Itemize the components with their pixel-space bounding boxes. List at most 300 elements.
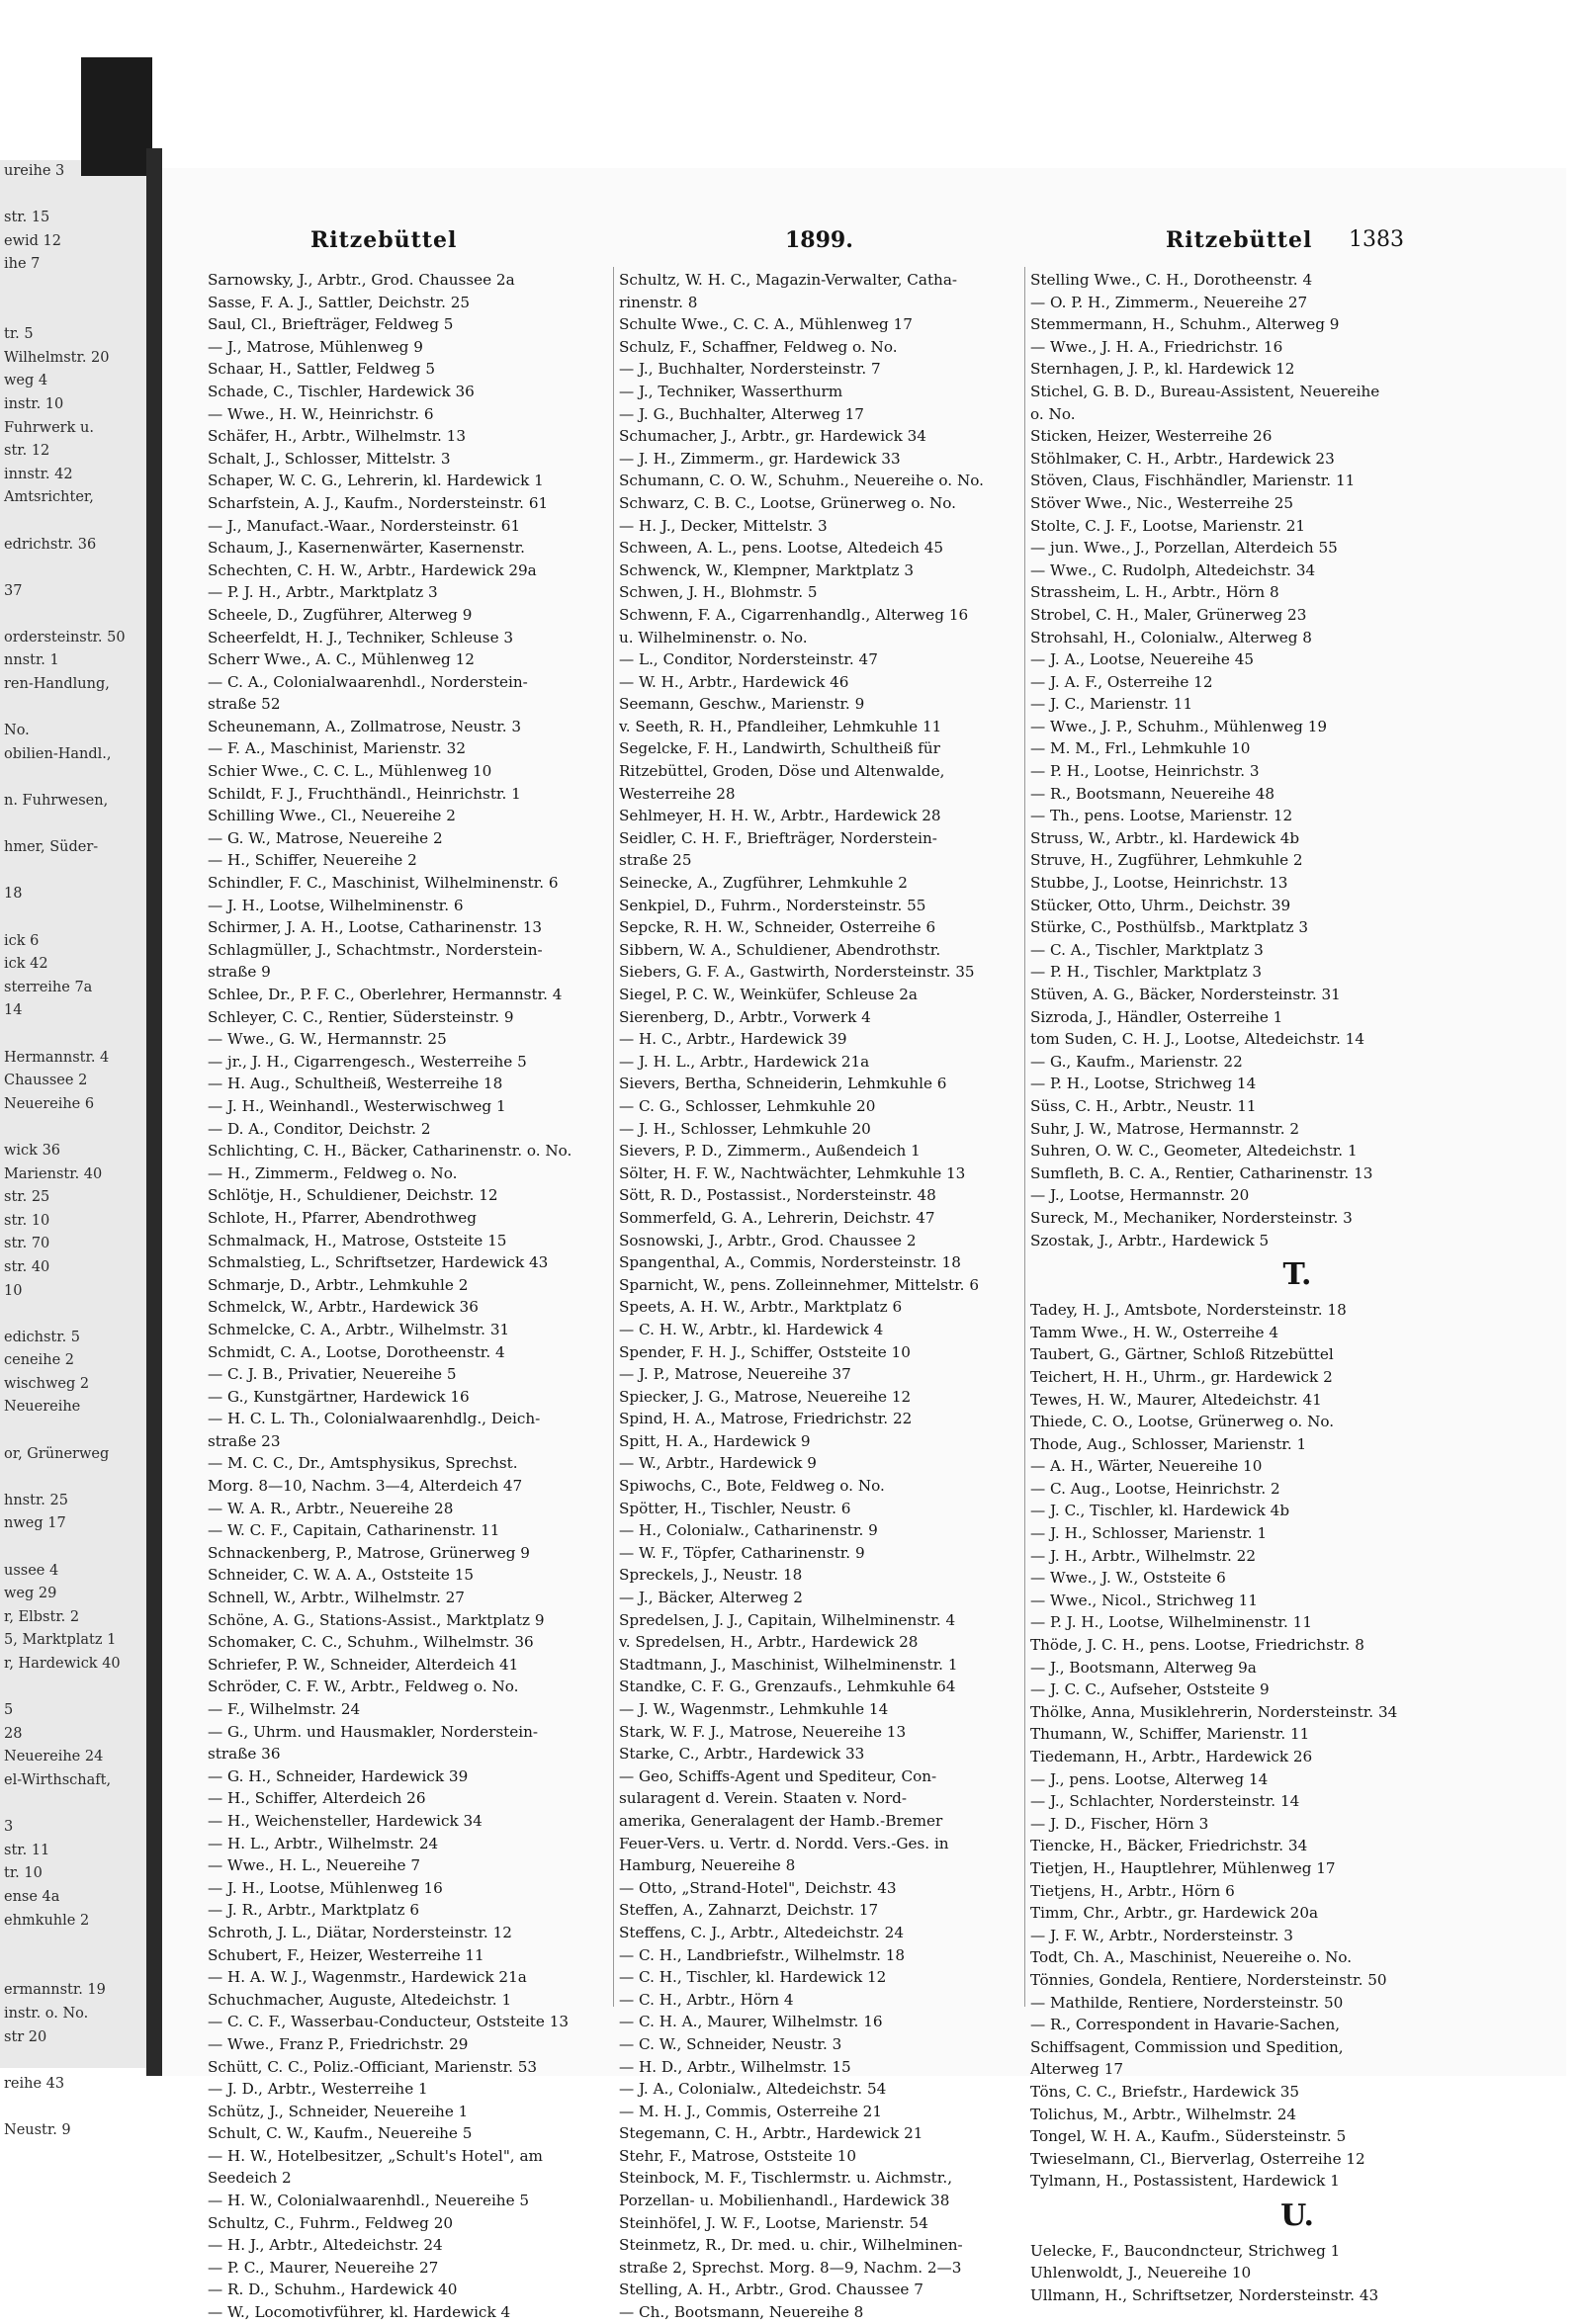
- directory-entry: Schumacher, J., Arbtr., gr. Hardewick 34: [619, 427, 926, 446]
- directory-entry: — J. P., Matrose, Neuereihe 37: [619, 1365, 851, 1384]
- running-title-right: Ritzebüttel: [1166, 227, 1313, 253]
- directory-entry: Sölter, H. F. W., Nachtwächter, Lehmkuhle 13: [619, 1163, 966, 1182]
- directory-entry: Stürke, C., Posthülfsb., Marktplatz 3: [1030, 918, 1309, 937]
- directory-entry: — J. D., Fischer, Hörn 3: [1030, 1814, 1209, 1833]
- directory-entry: Sasse, F. A. J., Sattler, Deichstr. 25: [208, 293, 471, 311]
- left-page-fragment: [0, 557, 146, 580]
- directory-entry: Schade, C., Tischler, Hardewick 36: [208, 382, 475, 400]
- directory-entry: Sosnowski, J., Arbtr., Grod. Chaussee 2: [619, 1231, 917, 1249]
- left-page-fragment: r, Hardewick 40: [4, 1656, 121, 1672]
- directory-entry: Thode, Aug., Schlosser, Marienstr. 1: [1030, 1434, 1307, 1453]
- directory-entry: Sumfleth, B. C. A., Rentier, Catharinenstr. 13: [1030, 1163, 1373, 1182]
- directory-entry: Spitt, H. A., Hardewick 9: [619, 1431, 811, 1450]
- left-page-fragment: [0, 1956, 146, 1980]
- directory-entry: — C. W., Schneider, Neustr. 3: [619, 2034, 842, 2053]
- directory-entry: — H. C., Arbtr., Hardewick 39: [619, 1030, 847, 1049]
- directory-page: [162, 168, 1566, 2322]
- directory-entry: — C. H. W., Arbtr., kl. Hardewick 4: [619, 1320, 884, 1338]
- directory-entry: Sievers, Bertha, Schneiderin, Lehmkuhle 6: [619, 1075, 947, 1093]
- directory-entry: straße 2, Sprechst. Morg. 8—9, Nachm. 2—3: [619, 2258, 962, 2277]
- left-page-fragment: Fuhrwerk u.: [4, 419, 94, 436]
- directory-entry: — P. J. H., Lootse, Wilhelminenstr. 11: [1030, 1613, 1312, 1632]
- directory-entry: — C. H., Landbriefstr., Wilhelmstr. 18: [619, 1945, 906, 1964]
- left-page-fragment: el-Wirthschaft,: [4, 1771, 112, 1788]
- directory-entry: — H. W., Colonialwaarenhdl., Neuereihe 5: [208, 2192, 530, 2210]
- directory-entry: Spind, H. A., Matrose, Friedrichstr. 22: [619, 1410, 913, 1428]
- directory-entry: — J., Manufact.-Waar., Nordersteinstr. 61: [208, 516, 521, 535]
- directory-entry: — Wwe., J. H. A., Friedrichstr. 16: [1030, 337, 1283, 356]
- directory-entry: Feuer-Vers. u. Vertr. d. Nordd. Vers.-Ges. in: [619, 1834, 949, 1852]
- directory-entry: — Th., pens. Lootse, Marienstr. 12: [1030, 807, 1293, 825]
- directory-entry: — H. D., Arbtr., Wilhelmstr. 15: [619, 2057, 851, 2076]
- directory-entry: Schäfer, H., Arbtr., Wilhelmstr. 13: [208, 427, 467, 446]
- left-page-fragment: nnstr. 1: [4, 652, 59, 669]
- directory-entry: — J. H., Zimmerm., gr. Hardewick 33: [619, 449, 901, 468]
- directory-entry: Tamm Wwe., H. W., Osterreihe 4: [1030, 1323, 1279, 1341]
- directory-entry: — J. H., Schlosser, Lehmkuhle 20: [619, 1119, 871, 1138]
- directory-entry: Schumann, C. O. W., Schuhm., Neuereihe o. No.: [619, 472, 984, 490]
- directory-entry: — J. C. C., Aufseher, Oststeite 9: [1030, 1680, 1270, 1699]
- left-page-fragment: [0, 766, 146, 790]
- directory-entry: Sparnicht, W., pens. Zolleinnehmer, Mittelstr. 6: [619, 1275, 979, 1294]
- directory-entry: Stelling, A. H., Arbtr., Grod. Chaussee 7: [619, 2281, 923, 2299]
- directory-column-3: [1030, 269, 1564, 2305]
- book-gutter: [146, 148, 162, 2076]
- directory-entry: Schnell, W., Arbtr., Wilhelmstr. 27: [208, 1589, 465, 1607]
- directory-entry: — jun. Wwe., J., Porzellan, Alterdeich 55: [1030, 539, 1338, 558]
- directory-entry: — H., Zimmerm., Feldweg o. No.: [208, 1163, 458, 1182]
- left-page-fragment: edichstr. 5: [4, 1329, 81, 1345]
- directory-entry: rinenstr. 8: [619, 293, 698, 311]
- directory-entry: v. Seeth, R. H., Pfandleiher, Lehmkuhle 11: [619, 717, 942, 735]
- left-page-fragment: innstr. 42: [4, 466, 73, 482]
- directory-entry: — M. M., Frl., Lehmkuhle 10: [1030, 739, 1251, 758]
- directory-entry: Schult, C. W., Kaufm., Neuereihe 5: [208, 2124, 473, 2143]
- left-page-fragment: weg 29: [4, 1586, 57, 1602]
- directory-entry: — R. D., Schuhm., Hardewick 40: [208, 2281, 458, 2299]
- directory-entry: Schomaker, C. C., Schuhm., Wilhelmstr. 36: [208, 1633, 534, 1652]
- directory-entry: Schirmer, J. A. H., Lootse, Catharinenstr. 13: [208, 918, 543, 937]
- directory-entry: Schöne, A. G., Stations-Assist., Marktplatz 9: [208, 1610, 545, 1629]
- directory-entry: — J. F. W., Arbtr., Nordersteinstr. 3: [1030, 1926, 1293, 1944]
- directory-entry: — G., Uhrm. und Hausmakler, Norderstein-: [208, 1722, 539, 1741]
- directory-entry: — L., Conditor, Nordersteinstr. 47: [619, 650, 878, 669]
- directory-entry: o. No.: [1030, 404, 1076, 423]
- left-page-fragment: ordersteinstr. 50: [4, 629, 126, 646]
- directory-entry: — H. A. W. J., Wagenmstr., Hardewick 21a: [208, 1968, 527, 1987]
- directory-entry: Schultz, W. H. C., Magazin-Verwalter, Catha-: [619, 271, 958, 289]
- directory-entry: Seidler, C. H. F., Briefträger, Norderstein-: [619, 828, 937, 847]
- directory-entry: Uhlenwoldt, J., Neuereihe 10: [1030, 2264, 1252, 2282]
- directory-entry: — Geo, Schiffs-Agent und Spediteur, Con-: [619, 1766, 937, 1785]
- directory-entry: — H. J., Decker, Mittelstr. 3: [619, 516, 828, 535]
- left-page-fragment: ihe 7: [4, 256, 41, 273]
- directory-entry: Szostak, J., Arbtr., Hardewick 5: [1030, 1231, 1270, 1249]
- directory-entry: Stemmermann, H., Schuhm., Alterweg 9: [1030, 315, 1340, 334]
- left-page-fragment: Hermannstr. 4: [4, 1049, 110, 1066]
- directory-entry: Spreckels, J., Neustr. 18: [619, 1566, 803, 1585]
- left-page-fragment: [0, 697, 146, 721]
- directory-entry: — J. H., Schlosser, Marienstr. 1: [1030, 1524, 1268, 1543]
- directory-entry: Tolichus, M., Arbtr., Wilhelmstr. 24: [1030, 2105, 1297, 2123]
- left-page-fragment: ermannstr. 19: [4, 1982, 106, 1999]
- directory-entry: Schriefer, P. W., Schneider, Alterdeich 41: [208, 1655, 519, 1674]
- directory-entry: — J., Lootse, Hermannstr. 20: [1030, 1186, 1250, 1205]
- directory-entry: Sizroda, J., Händler, Osterreihe 1: [1030, 1007, 1283, 1026]
- directory-entry: Töns, C. C., Briefstr., Hardewick 35: [1030, 2082, 1300, 2101]
- left-page-fragment: str. 12: [4, 443, 50, 460]
- directory-entry: Struve, H., Zugführer, Lehmkuhle 2: [1030, 851, 1303, 870]
- directory-entry: — Wwe., C. Rudolph, Altedeichstr. 34: [1030, 560, 1316, 579]
- directory-entry: Tiedemann, H., Arbtr., Hardewick 26: [1030, 1748, 1313, 1765]
- directory-entry: — J. A., Colonialw., Altedeichstr. 54: [619, 2080, 887, 2099]
- left-page-fragment: 3: [4, 1819, 14, 1836]
- page-number: 1383: [1349, 227, 1404, 252]
- left-page-fragment: hmer, Süder-: [4, 839, 99, 856]
- directory-entry: Schubert, F., Heizer, Westerreihe 11: [208, 1945, 484, 1964]
- book-binding-shadow: [81, 57, 152, 176]
- left-page-fragment: Marienstr. 40: [4, 1165, 103, 1182]
- directory-entry: Schalt, J., Schlosser, Mittelstr. 3: [208, 449, 451, 468]
- left-page-fragment: ureihe 3: [4, 163, 65, 179]
- directory-entry: — H., Weichensteller, Hardewick 34: [208, 1811, 483, 1830]
- directory-entry: — J. A. F., Osterreihe 12: [1030, 672, 1213, 691]
- directory-entry: Schaum, J., Kasernenwärter, Kasernenstr.: [208, 539, 525, 558]
- directory-entry: Tönnies, Gondela, Rentiere, Nordersteinstr. 50: [1030, 1970, 1387, 1989]
- directory-entry: Schlötje, H., Schuldiener, Deichstr. 12: [208, 1186, 498, 1205]
- directory-entry: Schlee, Dr., P. F. C., Oberlehrer, Hermannstr. 4: [208, 986, 563, 1003]
- left-page-edge: [0, 160, 146, 2138]
- directory-entry: Uelecke, F., Baucondncteur, Strichweg 1: [1030, 2241, 1341, 2260]
- directory-entry: Siegel, P. C. W., Weinküfer, Schleuse 2a: [619, 986, 918, 1003]
- directory-entry: Schilling Wwe., Cl., Neuereihe 2: [208, 807, 456, 825]
- directory-entry: Süss, C. H., Arbtr., Neustr. 11: [1030, 1096, 1257, 1115]
- directory-entry: — G., Kaufm., Marienstr. 22: [1030, 1052, 1243, 1071]
- directory-entry: Schmalstieg, L., Schriftsetzer, Hardewick 43: [208, 1253, 549, 1272]
- directory-entry: — F., Wilhelmstr. 24: [208, 1700, 361, 1718]
- directory-entry: — jr., J. H., Cigarrengesch., Westerreihe 5: [208, 1052, 527, 1071]
- directory-entry: — Wwe., J. W., Oststeite 6: [1030, 1569, 1226, 1588]
- directory-entry: Schulte Wwe., C. C. A., Mühlenweg 17: [619, 315, 913, 334]
- directory-entry: Schlagmüller, J., Schachtmstr., Norderstein-: [208, 940, 543, 959]
- left-page-fragment: obilien-Handl.,: [4, 745, 112, 762]
- directory-entry: Stöven, Claus, Fischhändler, Marienstr. 11: [1030, 472, 1356, 490]
- directory-entry: Schulz, F., Schaffner, Feldweg o. No.: [619, 337, 898, 356]
- directory-entry: Morg. 8—10, Nachm. 3—4, Alterdeich 47: [208, 1477, 523, 1496]
- left-page-fragment: instr. 10: [4, 395, 64, 412]
- directory-entry: Scheunemann, A., Zollmatrose, Neustr. 3: [208, 717, 522, 735]
- directory-entry: Scheele, D., Zugführer, Alterweg 9: [208, 605, 473, 624]
- left-page-fragment: Neuereihe 24: [4, 1749, 104, 1765]
- directory-entry: Spötter, H., Tischler, Neustr. 6: [619, 1499, 851, 1517]
- directory-entry: — H. C. L. Th., Colonialwaarenhdlg., Deich-: [208, 1410, 541, 1428]
- directory-entry: Sommerfeld, G. A., Lehrerin, Deichstr. 47: [619, 1208, 935, 1227]
- directory-entry: Seinecke, A., Zugführer, Lehmkuhle 2: [619, 874, 908, 893]
- directory-entry: — Wwe., J. P., Schuhm., Mühlenweg 19: [1030, 717, 1328, 735]
- directory-entry: Speets, A. H. W., Arbtr., Marktplatz 6: [619, 1298, 903, 1317]
- directory-entry: Timm, Chr., Arbtr., gr. Hardewick 20a: [1030, 1904, 1319, 1923]
- left-page-fragment: instr. o. No.: [4, 2005, 89, 2022]
- directory-entry: — H., Colonialw., Catharinenstr. 9: [619, 1521, 878, 1540]
- directory-entry: Porzellan- u. Mobilienhandl., Hardewick 38: [619, 2192, 950, 2210]
- directory-entry: Tongel, W. H. A., Kaufm., Südersteinstr. 5: [1030, 2127, 1347, 2146]
- left-page-fragment: wick 36: [4, 1142, 61, 1159]
- directory-entry: — Wwe., H. W., Heinrichstr. 6: [208, 404, 434, 423]
- directory-entry: Spiwochs, C., Bote, Feldweg o. No.: [619, 1477, 885, 1496]
- directory-entry: Steffens, C. J., Arbtr., Altedeichstr. 24: [619, 1923, 904, 1941]
- left-page-fragment: [0, 603, 146, 627]
- directory-entry: — P. H., Lootse, Heinrichstr. 3: [1030, 762, 1260, 781]
- left-page-fragment: 5: [4, 1702, 14, 1719]
- directory-entry: Starke, C., Arbtr., Hardewick 33: [619, 1745, 865, 1764]
- left-page-fragment: [0, 1536, 146, 1560]
- directory-entry: Segelcke, F. H., Landwirth, Schultheiß für: [619, 739, 940, 758]
- left-page-fragment: n. Fuhrwesen,: [4, 793, 109, 810]
- directory-entry: Strassheim, L. H., Arbtr., Hörn 8: [1030, 583, 1279, 602]
- left-page-fragment: ussee 4: [4, 1562, 59, 1579]
- directory-entry: — J., Schlachter, Nordersteinstr. 14: [1030, 1792, 1300, 1811]
- left-page-fragment: [0, 1466, 146, 1490]
- left-page-fragment: [0, 1303, 146, 1327]
- directory-entry: Sierenberg, D., Arbtr., Vorwerk 4: [619, 1007, 871, 1026]
- directory-entry: Tiencke, H., Bäcker, Friedrichstr. 34: [1030, 1837, 1308, 1855]
- left-page-fragment: [0, 906, 146, 930]
- directory-entry: — J. W., Wagenmstr., Lehmkuhle 14: [619, 1700, 889, 1718]
- directory-entry: — C. A., Tischler, Marktplatz 3: [1030, 940, 1264, 959]
- left-page-fragment: Chaussee 2: [4, 1073, 88, 1089]
- directory-entry: Spiecker, J. G., Matrose, Neuereihe 12: [619, 1387, 912, 1406]
- directory-column-1: [208, 269, 633, 2322]
- directory-entry: Suhr, J. W., Matrose, Hermannstr. 2: [1030, 1119, 1300, 1138]
- directory-entry: straße 25: [619, 851, 692, 870]
- left-page-fragment: 18: [4, 886, 23, 903]
- directory-entry: Schween, A. L., pens. Lootse, Altedeich 45: [619, 539, 944, 558]
- directory-entry: — P. H., Lootse, Strichweg 14: [1030, 1075, 1257, 1093]
- left-page-fragment: [0, 301, 146, 324]
- directory-entry: — F. A., Maschinist, Marienstr. 32: [208, 739, 466, 758]
- directory-entry: — C. C. F., Wasserbau-Conducteur, Oststeite 13: [208, 2013, 570, 2031]
- directory-entry: Sarnowsky, J., Arbtr., Grod. Chaussee 2a: [208, 271, 515, 289]
- left-page-fragment: weg 4: [4, 373, 48, 389]
- directory-entry: sularagent d. Verein. Staaten v. Nord-: [619, 1789, 907, 1808]
- directory-entry: — C. A., Colonialwaarenhdl., Norderstein-: [208, 672, 528, 691]
- directory-entry: Taubert, G., Gärtner, Schloß Ritzebüttel: [1030, 1345, 1334, 1364]
- left-page-fragment: Neuereihe: [4, 1399, 81, 1416]
- directory-entry: Sureck, M., Mechaniker, Nordersteinstr. 3: [1030, 1208, 1353, 1227]
- left-page-fragment: [0, 1933, 146, 1956]
- directory-entry: Standke, C. F. G., Grenzaufs., Lehmkuhle 64: [619, 1678, 956, 1696]
- directory-entry: Thöde, J. C. H., pens. Lootse, Friedrichstr. 8: [1030, 1636, 1364, 1655]
- directory-entry: Tadey, H. J., Amtsbote, Nordersteinstr. 18: [1030, 1301, 1347, 1320]
- directory-entry: — A. H., Wärter, Neuereihe 10: [1030, 1457, 1263, 1476]
- directory-entry: Stolte, C. J. F., Lootse, Marienstr. 21: [1030, 516, 1306, 535]
- directory-entry: Todt, Ch. A., Maschinist, Neuereihe o. No.: [1030, 1948, 1353, 1967]
- directory-entry: Schuchmacher, Auguste, Altedeichstr. 1: [208, 1990, 512, 2009]
- directory-entry: Sticken, Heizer, Westerreihe 26: [1030, 427, 1273, 446]
- directory-entry: Schmalmack, H., Matrose, Oststeite 15: [208, 1231, 507, 1249]
- directory-entry: Schmelck, W., Arbtr., Hardewick 36: [208, 1298, 479, 1317]
- directory-entry: — J. C., Tischler, kl. Hardewick 4b: [1030, 1502, 1290, 1520]
- left-page-fragment: Neustr. 9: [4, 2121, 71, 2138]
- directory-entry: — Wwe., G. W., Hermannstr. 25: [208, 1030, 447, 1049]
- directory-entry: Stöhlmaker, C. H., Arbtr., Hardewick 23: [1030, 449, 1335, 468]
- directory-entry: Stegemann, C. H., Arbtr., Hardewick 21: [619, 2124, 923, 2143]
- left-page-fragment: [0, 2049, 146, 2073]
- directory-entry: Tewes, H. W., Maurer, Altedeichstr. 41: [1030, 1390, 1322, 1409]
- directory-entry: — H., Schiffer, Neuereihe 2: [208, 851, 417, 870]
- directory-entry: Tylmann, H., Postassistent, Hardewick 1: [1030, 2172, 1340, 2191]
- directory-entry: Strobel, C. H., Maler, Grünerweg 23: [1030, 605, 1307, 624]
- directory-entry: Scheerfeldt, H. J., Techniker, Schleuse 3: [208, 628, 514, 646]
- directory-entry: — C. H., Tischler, kl. Hardewick 12: [619, 1968, 887, 1987]
- directory-entry: Strohsahl, H., Colonialw., Alterweg 8: [1030, 628, 1312, 646]
- left-page-fragment: str. 11: [4, 1842, 50, 1858]
- directory-entry: — J., Bäcker, Alterweg 2: [619, 1589, 803, 1607]
- directory-entry: Schaper, W. C. G., Lehrerin, kl. Hardewick 1: [208, 472, 544, 490]
- directory-entry: — W. C. F., Capitain, Catharinenstr. 11: [208, 1521, 500, 1540]
- directory-entry: — J., Bootsmann, Alterweg 9a: [1030, 1658, 1257, 1677]
- left-page-fragment: tr. 10: [4, 1865, 43, 1882]
- directory-entry: — R., Bootsmann, Neuereihe 48: [1030, 784, 1275, 803]
- directory-entry: — H., Schiffer, Alterdeich 26: [208, 1789, 426, 1808]
- left-page-fragment: 10: [4, 1282, 23, 1299]
- directory-entry: Schwenck, W., Klempner, Marktplatz 3: [619, 560, 914, 579]
- directory-entry: — J. R., Arbtr., Marktplatz 6: [208, 1901, 420, 1920]
- directory-entry: — C. J. B., Privatier, Neuereihe 5: [208, 1365, 457, 1384]
- directory-entry: Schildt, F. J., Fruchthändl., Heinrichstr. 1: [208, 784, 521, 803]
- directory-entry: Struss, W., Arbtr., kl. Hardewick 4b: [1030, 828, 1300, 847]
- directory-entry: — M. H. J., Commis, Osterreihe 21: [619, 2102, 883, 2120]
- directory-entry: — J. H., Weinhandl., Westerwischweg 1: [208, 1096, 506, 1115]
- directory-entry: Schier Wwe., C. C. L., Mühlenweg 10: [208, 762, 492, 781]
- directory-entry: — H. W., Hotelbesitzer, „Schult's Hotel", am: [208, 2146, 543, 2165]
- directory-entry: Schroth, J. L., Diätar, Nordersteinstr. 12: [208, 1923, 512, 1941]
- left-page-fragment: or, Grünerweg: [4, 1445, 110, 1462]
- directory-entry: Teichert, H. H., Uhrm., gr. Hardewick 2: [1030, 1367, 1333, 1386]
- directory-entry: — Ch., Bootsmann, Neuereihe 8: [619, 2303, 864, 2322]
- directory-entry: — C. Aug., Lootse, Heinrichstr. 2: [1030, 1479, 1280, 1498]
- directory-entry: Steinhöfel, J. W. F., Lootse, Marienstr. 54: [619, 2213, 928, 2232]
- directory-entry: Schultz, C., Fuhrm., Feldweg 20: [208, 2213, 454, 2232]
- left-page-fragment: [0, 1023, 146, 1047]
- year-heading: 1899.: [785, 227, 853, 253]
- left-page-fragment: r, Elbstr. 2: [4, 1608, 80, 1625]
- directory-entry: — J., Matrose, Mühlenweg 9: [208, 337, 423, 356]
- directory-entry: Steinmetz, R., Dr. med. u. chir., Wilhelminen-: [619, 2236, 963, 2255]
- directory-entry: Schneider, C. W. A. A., Oststeite 15: [208, 1566, 475, 1585]
- directory-entry: Sievers, P. D., Zimmerm., Außendeich 1: [619, 1142, 921, 1161]
- directory-entry: Stücker, Otto, Uhrm., Deichstr. 39: [1030, 896, 1291, 914]
- left-page-fragment: reihe 43: [4, 2075, 65, 2092]
- left-page-fragment: 28: [4, 1725, 23, 1742]
- directory-entry: — W. H., Arbtr., Hardewick 46: [619, 672, 849, 691]
- directory-entry: Saul, Cl., Briefträger, Feldweg 5: [208, 315, 454, 334]
- directory-entry: Schechten, C. H. W., Arbtr., Hardewick 29a: [208, 560, 537, 579]
- directory-entry: Seedeich 2: [208, 2169, 292, 2188]
- directory-entry: — J. D., Arbtr., Westerreihe 1: [208, 2080, 428, 2099]
- page-header: [162, 227, 1566, 267]
- left-page-fragment: [0, 1677, 146, 1700]
- directory-entry: Sepcke, R. H. W., Schneider, Osterreihe 6: [619, 918, 936, 937]
- directory-entry: — Wwe., H. L., Neuereihe 7: [208, 1856, 420, 1875]
- directory-entry: Spangenthal, A., Commis, Nordersteinstr. 18: [619, 1253, 961, 1272]
- directory-entry: — J. H. L., Arbtr., Hardewick 21a: [619, 1052, 870, 1071]
- directory-entry: Steffen, A., Zahnarzt, Deichstr. 17: [619, 1901, 879, 1920]
- left-page-fragment: ense 4a: [4, 1888, 60, 1905]
- directory-entry: straße 9: [208, 963, 271, 982]
- directory-entry: Tietjens, H., Arbtr., Hörn 6: [1030, 1881, 1235, 1900]
- directory-entry: Stichel, G. B. D., Bureau-Assistent, Neuereihe: [1030, 382, 1380, 400]
- left-page-fragment: 37: [4, 582, 23, 599]
- directory-entry: — J. H., Lootse, Wilhelminenstr. 6: [208, 896, 464, 914]
- directory-entry: — O. P. H., Zimmerm., Neuereihe 27: [1030, 293, 1308, 311]
- directory-entry: Scharfstein, A. J., Kaufm., Nordersteinstr. 61: [208, 493, 549, 512]
- directory-entry: v. Spredelsen, H., Arbtr., Hardewick 28: [619, 1633, 919, 1652]
- left-page-fragment: str. 40: [4, 1258, 50, 1275]
- directory-entry: tom Suden, C. H. J., Lootse, Altedeichstr. 14: [1030, 1030, 1364, 1049]
- directory-entry: — Wwe., Franz P., Friedrichstr. 29: [208, 2034, 469, 2053]
- directory-entry: Suhren, O. W. C., Geometer, Altedeichstr. 1: [1030, 1142, 1358, 1161]
- directory-entry: — W. F., Töpfer, Catharinenstr. 9: [619, 1543, 865, 1562]
- left-page-fragment: nweg 17: [4, 1515, 66, 1532]
- left-page-fragment: [0, 2096, 146, 2119]
- directory-entry: Hamburg, Neuereihe 8: [619, 1856, 796, 1875]
- directory-entry: Sternhagen, J. P., kl. Hardewick 12: [1030, 360, 1295, 379]
- directory-entry: Thumann, W., Schiffer, Marienstr. 11: [1030, 1725, 1310, 1744]
- directory-entry: Schröder, C. F. W., Arbtr., Feldweg o. No.: [208, 1678, 519, 1696]
- directory-entry: Spredelsen, J. J., Capitain, Wilhelminenstr. 4: [619, 1610, 956, 1629]
- directory-entry: Seemann, Geschw., Marienstr. 9: [619, 695, 865, 714]
- directory-entry: Stöver Wwe., Nic., Westerreihe 25: [1030, 493, 1294, 512]
- left-page-fragment: wischweg 2: [4, 1375, 90, 1392]
- left-page-fragment: hnstr. 25: [4, 1492, 68, 1508]
- left-page-fragment: ren-Handlung,: [4, 676, 110, 693]
- left-page-fragment: ewid 12: [4, 232, 61, 249]
- left-page-fragment: str. 25: [4, 1189, 50, 1206]
- directory-entry: Stehr, F., Matrose, Oststeite 10: [619, 2146, 857, 2165]
- left-page-fragment: Neuereihe 6: [4, 1095, 95, 1112]
- directory-entry: u. Wilhelminenstr. o. No.: [619, 628, 808, 646]
- left-page-fragment: Wilhelmstr. 20: [4, 349, 110, 366]
- directory-entry: amerika, Generalagent der Hamb.-Bremer: [619, 1811, 943, 1830]
- directory-entry: — J. H., Arbtr., Wilhelmstr. 22: [1030, 1546, 1256, 1565]
- directory-entry: Ullmann, H., Schriftsetzer, Nordersteinstr. 43: [1030, 2286, 1379, 2305]
- directory-entry: Ritzebüttel, Groden, Döse und Altenwalde,: [619, 762, 945, 781]
- directory-entry: — J., Buchhalter, Nordersteinstr. 7: [619, 360, 881, 379]
- directory-entry: Schleyer, C. C., Rentier, Südersteinstr. 9: [208, 1007, 514, 1026]
- directory-entry: Sehlmeyer, H. H. W., Arbtr., Hardewick 28: [619, 807, 941, 825]
- directory-entry: Sibbern, W. A., Schuldiener, Abendrothstr.: [619, 940, 941, 959]
- directory-entry: — C. H., Arbtr., Hörn 4: [619, 1990, 794, 2009]
- directory-entry: — C. H. A., Maurer, Wilhelmstr. 16: [619, 2013, 883, 2031]
- directory-entry: — Mathilde, Rentiere, Nordersteinstr. 50: [1030, 1993, 1344, 2012]
- directory-entry: Stüven, A. G., Bäcker, Nordersteinstr. 31: [1030, 986, 1341, 1003]
- directory-entry: — R., Correspondent in Havarie-Sachen,: [1030, 2016, 1341, 2034]
- directory-entry: — P. H., Tischler, Marktplatz 3: [1030, 963, 1263, 982]
- directory-entry: Stelling Wwe., C. H., Dorotheenstr. 4: [1030, 271, 1313, 289]
- left-page-fragment: str. 10: [4, 1212, 50, 1229]
- directory-entry: — H. Aug., Schultheiß, Westerreihe 18: [208, 1075, 503, 1093]
- directory-entry: Siebers, G. F. A., Gastwirth, Nordersteinstr. 35: [619, 963, 975, 982]
- directory-entry: Schlote, H., Pfarrer, Abendrothweg: [208, 1208, 477, 1227]
- directory-entry: Steinbock, M. F., Tischlermstr. u. Aichmstr.,: [619, 2169, 953, 2188]
- directory-entry: — C. G., Schlosser, Lehmkuhle 20: [619, 1096, 876, 1115]
- directory-entry: straße 23: [208, 1431, 281, 1450]
- directory-entry: Schmelcke, C. A., Arbtr., Wilhelmstr. 31: [208, 1320, 510, 1338]
- directory-entry: — W., Locomotivführer, kl. Hardewick 4: [208, 2303, 511, 2322]
- left-page-fragment: [0, 1116, 146, 1140]
- left-page-fragment: edrichstr. 36: [4, 536, 97, 553]
